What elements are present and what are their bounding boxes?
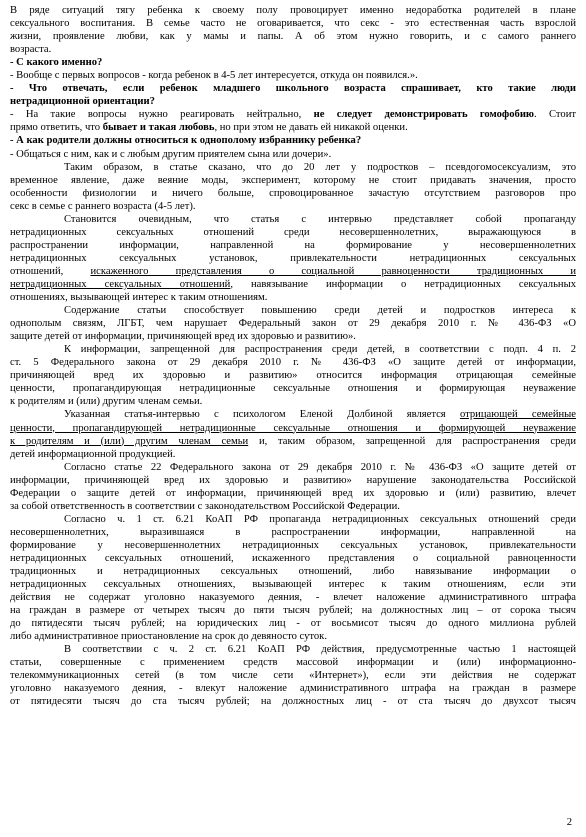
text-segment: секс в семье с раннего возраста (4-5 лет). <box>10 200 196 212</box>
text-segment: К информации, запрещенной для распространения среди детей, в соответствии с подп. 4 п. 2 <box>64 344 576 356</box>
text-segment: уголовно наказуемого деяния, - влекут наложение административного штрафа на граждан в размере <box>10 683 576 695</box>
text-line <box>10 591 576 604</box>
text-line <box>10 226 576 239</box>
text-line <box>10 356 576 369</box>
text-line <box>10 422 576 435</box>
text-segment: детей информационной продукцией. <box>10 448 176 460</box>
text-segment: нетрадиционных сексуальных установок, привлекательности нетрадиционных сексуальных <box>10 252 576 264</box>
bold-text: - С какого именно? <box>10 57 103 69</box>
text-line <box>10 161 576 174</box>
text-line <box>10 95 576 108</box>
text-line <box>10 121 576 134</box>
text-line <box>10 317 576 330</box>
text-segment: Таким образом, в статье сказано, что до 20 лет у подростков – псевдогомосексуализм, это <box>64 161 576 173</box>
text-line <box>10 474 576 487</box>
text-line <box>10 448 576 461</box>
text-line <box>10 604 576 617</box>
text-line <box>10 239 576 252</box>
text-line <box>10 4 576 17</box>
bold-text: нетрадиционной ориентации? <box>10 96 155 108</box>
text-segment: жизни, проявление любви, как у мамы и папы. А об этом нужно говорить, и с самого раннего <box>10 31 576 43</box>
text-line <box>10 187 576 200</box>
text-segment: телекоммуникационных сетей (в том числе сети «Интернет»), если эти действия не содержат <box>10 670 576 682</box>
bold-text: - Что отвечать, если ребенок младшего школьного возраста спрашивает, кто такие люди <box>10 83 576 95</box>
text-segment: нетрадиционных сексуальных отношениях, вызывающей интерес к таким отношениям, если эти <box>10 579 576 591</box>
text-line <box>10 500 576 513</box>
text-line <box>10 82 576 95</box>
text-segment: защите детей от информации, причиняющей вред их здоровью и развитию». <box>10 331 356 343</box>
text-line <box>10 408 576 421</box>
text-line <box>10 304 576 317</box>
text-segment: Становится очевидным, что статья с интервью представляет собой пропаганду <box>64 213 576 225</box>
text-line <box>10 487 576 500</box>
text-line <box>10 56 576 69</box>
text-segment: сексуального воспитания. В семье часто не оговаривается, что секс - это естественная часть взрослой <box>10 18 576 30</box>
text-line <box>10 656 576 669</box>
text-segment: Указанная статья-интервью с психологом Еленой Долбиной является <box>64 409 460 421</box>
underlined-text: искаженного представления о социальной равноценности традиционных и <box>90 265 576 277</box>
text-line <box>10 369 576 382</box>
text-line <box>10 539 576 552</box>
text-line <box>10 578 576 591</box>
bold-text: бывает и такая любовь <box>102 122 215 134</box>
text-segment: нетрадиционных сексуальных отношений среди несовершеннолетних, выражающуюся в <box>10 226 576 238</box>
text-line <box>10 278 576 291</box>
page-number: 2 <box>566 817 572 828</box>
text-segment: Содержание статьи способствует повышению среди детей и подростков интереса к <box>64 305 576 317</box>
text-line <box>10 643 576 656</box>
underlined-text: ценности, пропагандирующей нетрадиционные сексуальные отношения и формирующей неуважение <box>10 422 576 434</box>
text-segment: информации, причиняющей вред их здоровью и развитию» нарушение законодательства Российской <box>10 474 576 486</box>
text-line <box>10 565 576 578</box>
text-line <box>10 330 576 343</box>
text-segment: - Общаться с ним, как и с любым другим приятелем сына или дочери». <box>10 148 332 160</box>
text-segment: В соответствии с ч. 2 ст. 6.21 КоАП РФ действия, предусмотренные частью 1 настоящей <box>64 644 576 656</box>
text-line <box>10 265 576 278</box>
text-line <box>10 682 576 695</box>
text-line <box>10 461 576 474</box>
text-line <box>10 552 576 565</box>
text-line <box>10 291 576 304</box>
text-line <box>10 630 576 643</box>
text-line <box>10 343 576 356</box>
text-segment: распространении информации, направленной на формирование у несовершеннолетних <box>10 239 576 251</box>
text-line <box>10 695 576 708</box>
text-segment: , но при этом не давать ей никакой оценки. <box>214 122 408 134</box>
text-line <box>10 382 576 395</box>
text-segment: прямо ответить, что <box>10 122 103 134</box>
text-segment: временное явление, даже веяние моды, эксперимент, которому не стоит придавать значения, просто <box>10 174 576 186</box>
text-segment: , навязывание информации о нетрадиционных сексуальных <box>230 278 576 290</box>
document-text <box>10 4 576 709</box>
text-segment: от пятидесяти тысяч до ста тысяч рублей; на должностных лиц - от ста тысяч до двухсот тысяч <box>10 696 576 708</box>
text-line <box>10 30 576 43</box>
text-segment: - На такие вопросы нужно реагировать нейтрально, <box>10 109 314 121</box>
text-segment: на граждан в размере от четырех тысяч до пяти тысяч рублей; на должностных лиц – от сорока тысяч <box>10 605 576 617</box>
text-line <box>10 213 576 226</box>
bold-text: не следует демонстрировать гомофобию <box>313 109 535 121</box>
text-segment: отношений, <box>10 265 91 277</box>
text-segment: статьи, совершенные с применением средств массовой информации и (или) информационно- <box>10 657 576 669</box>
text-line <box>10 435 576 448</box>
text-segment: причиняющей вред их здоровью и развитию» относится информация отрицающая семейные <box>10 370 576 382</box>
underlined-text: к родителям и (или) другим членам семьи <box>10 435 249 447</box>
bold-text: - А как родители должны относиться к однополому избраннику ребенка? <box>10 135 362 147</box>
text-segment: отношениях, вызывающей интерес к таким отношениям. <box>10 292 268 304</box>
text-segment: Согласно ч. 1 ст. 6.21 КоАП РФ пропаганда нетрадиционных сексуальных отношений среди <box>64 513 576 525</box>
text-segment: нетрадиционных сексуальных отношений, искаженного представления о социальной равноценности <box>10 552 576 564</box>
text-segment: возраста. <box>10 44 52 56</box>
text-segment: - Вообще с первых вопросов - когда ребенок в 4-5 лет интересуется, откуда он появился.». <box>10 70 418 82</box>
text-segment: особенности физиологии и ничего больше, спровоцированное зачастую отсутствием разговоров про <box>10 187 576 199</box>
text-segment: традиционных и нетрадиционных сексуальных отношений, либо навязывание информации о <box>10 566 576 578</box>
text-segment: до пятидесяти тысяч рублей; на юридических лиц - от восьмисот тысяч до одного миллиона рублей <box>10 618 576 630</box>
text-line <box>10 134 576 147</box>
underlined-text: отрицающей семейные <box>459 409 576 421</box>
text-segment: Согласно статье 22 Федерального закона от 29 декабря 2010 г. № 436-ФЗ «О защите детей от <box>64 461 576 473</box>
text-line <box>10 174 576 187</box>
text-segment: В ряде ситуаций тягу ребенка к своему полу провоцирует именно недоработка родителей в плане <box>10 5 576 16</box>
underlined-text: нетрадиционных сексуальных отношений <box>10 278 231 290</box>
text-segment: ценности, пропагандирующая нетрадиционные сексуальные отношения и формирующая неуважение <box>10 383 576 395</box>
text-segment: за собой ответственность в соответствии с законодательством Российской Федерации. <box>10 500 400 512</box>
text-segment: Федерации о защите детей от информации, причиняющей вред их здоровью и (или) развитию, влечет <box>10 487 576 499</box>
text-segment: . Стоит <box>534 109 576 121</box>
text-line <box>10 148 576 161</box>
text-segment: однополым связям, ЛГБТ, чем нарушает Федеральный закон от 29 декабря 2010 г. № 436-ФЗ «О <box>10 318 576 330</box>
text-line <box>10 617 576 630</box>
text-line <box>10 43 576 56</box>
text-segment: либо административное приостановление на срок до девяносто суток. <box>10 631 327 643</box>
text-segment: к родителям и (или) другим членам семьи. <box>10 396 203 408</box>
text-line <box>10 513 576 526</box>
text-line <box>10 200 576 213</box>
text-segment: формирование у несовершеннолетних нетрадиционных сексуальных установок, привлекательности <box>10 539 576 551</box>
text-line <box>10 108 576 121</box>
text-segment: действия не содержат уголовно наказуемого деяния, - влечет наложение административного штрафа <box>10 592 576 604</box>
text-line <box>10 395 576 408</box>
text-segment: ст. 5 Федерального закона от 29 декабря 2010 г. № 436-ФЗ «О защите детей от информации, <box>10 357 576 369</box>
text-segment: несовершеннолетних, выразившаяся в распространении информации, направленной на <box>10 526 576 538</box>
text-line <box>10 526 576 539</box>
text-line <box>10 17 576 30</box>
text-segment: и, таким образом, запрещенной для распространения среди <box>248 435 576 447</box>
text-line <box>10 669 576 682</box>
text-line <box>10 69 576 82</box>
text-line <box>10 252 576 265</box>
